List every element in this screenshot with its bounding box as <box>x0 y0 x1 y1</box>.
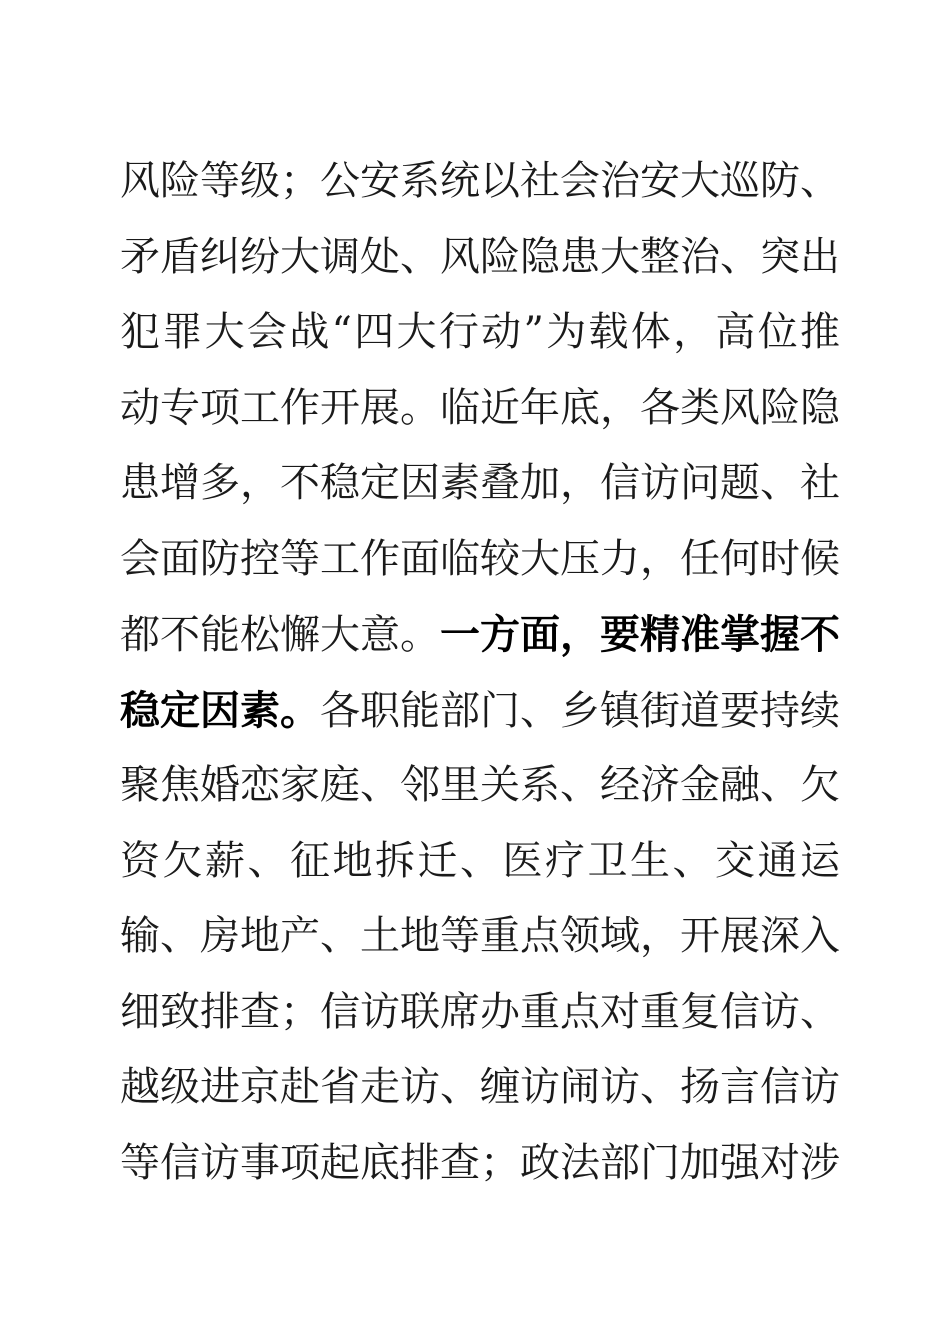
text-segment: 细致排查；信访联席办重点对重复信访、 <box>120 988 840 1035</box>
text-line <box>120 748 840 824</box>
text-segment: 输、房地产、土地等重点领域，开展深入 <box>120 913 840 959</box>
text-line <box>120 144 840 220</box>
text-line <box>120 1050 840 1126</box>
text-segment: 等信访事项起底排查；政法部门加强对涉 <box>120 1139 840 1186</box>
text-segment: 越级进京赴省走访、缠访闹访、扬言信访 <box>120 1064 840 1110</box>
text-segment: 动专项工作开展。临近年底，各类风险隐 <box>120 384 840 431</box>
emphasis-heading: 一方面，要精准掌握不 <box>440 611 840 658</box>
text-segment: 犯罪大会战“四大行动”为载体，高位推 <box>120 309 840 355</box>
text-line <box>120 220 840 296</box>
text-segment: 各职能部门、乡镇街道要持续 <box>320 687 840 734</box>
text-line <box>120 597 840 673</box>
text-line <box>120 295 840 371</box>
text-segment: 都不能松懈大意。 <box>120 612 440 658</box>
emphasis-heading: 稳定因素。 <box>120 686 320 734</box>
text-line <box>120 522 840 598</box>
text-line <box>120 975 840 1051</box>
text-segment: 会面防控等工作面临较大压力，任何时候 <box>120 535 840 582</box>
text-line <box>120 371 840 447</box>
text-segment: 聚焦婚恋家庭、邻里关系、经济金融、欠 <box>120 762 840 808</box>
text-line <box>120 446 840 522</box>
text-segment: 矛盾纠纷大调处、风险隐患大整治、突出 <box>120 233 840 280</box>
text-segment: 风险等级；公安系统以社会治安大巡防、 <box>120 158 840 204</box>
text-line <box>120 824 840 900</box>
text-line <box>120 899 840 975</box>
text-line <box>120 673 840 749</box>
body-text <box>120 144 840 1201</box>
text-segment: 资欠薪、征地拆迁、医疗卫生、交通运 <box>120 837 840 884</box>
text-segment: 患增多，不稳定因素叠加，信访问题、社 <box>120 460 840 506</box>
text-line <box>120 1126 840 1202</box>
